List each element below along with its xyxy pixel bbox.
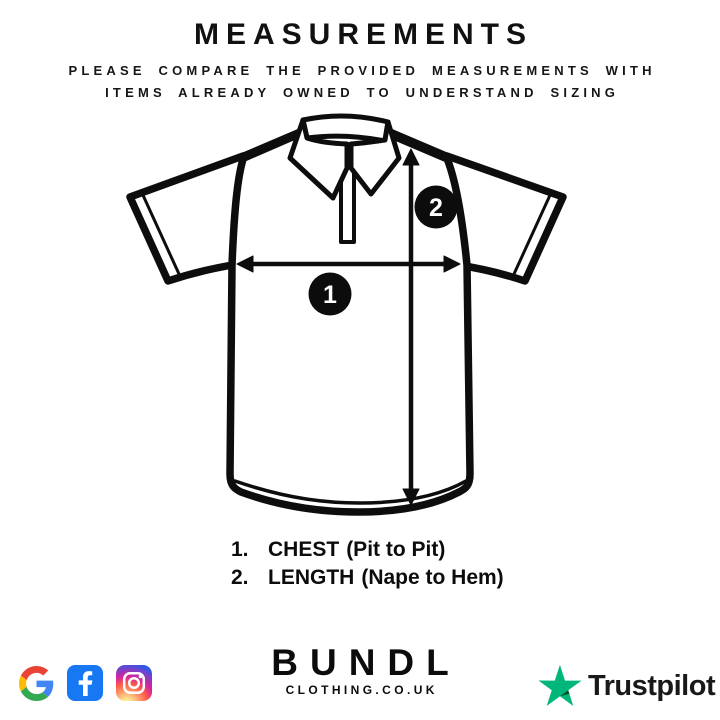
legend-label: LENGTH (268, 566, 355, 589)
brand-name: BUNDL (271, 642, 461, 683)
subtitle-line-1: PLEASE COMPARE THE PROVIDED MEASUREMENTS WITH (68, 63, 656, 78)
marker-2-number: 2 (429, 194, 443, 222)
page-title: MEASUREMENTS (193, 18, 533, 51)
subtitle-line-2: ITEMS ALREADY OWNED TO UNDERSTAND SIZING (105, 85, 620, 100)
measurement-legend (231, 538, 504, 594)
legend-number: 1. (231, 538, 249, 561)
trustpilot-star-icon (537, 663, 583, 709)
marker-1 (309, 273, 352, 316)
trustpilot-logo (537, 663, 715, 709)
legend-item-chest (231, 538, 504, 566)
legend-detail: (Pit to Pit) (346, 538, 446, 561)
legend-item-length (231, 566, 504, 594)
marker-1-number: 1 (323, 281, 337, 309)
legend-detail: (Nape to Hem) (361, 566, 504, 589)
trustpilot-label: Trustpilot (588, 669, 716, 702)
legend-label: CHEST (268, 538, 340, 561)
brand-domain: CLOTHING.CO.UK (285, 683, 438, 697)
marker-2 (415, 186, 458, 229)
shirt-left-sleeve (130, 156, 243, 281)
legend-number: 2. (231, 566, 249, 589)
